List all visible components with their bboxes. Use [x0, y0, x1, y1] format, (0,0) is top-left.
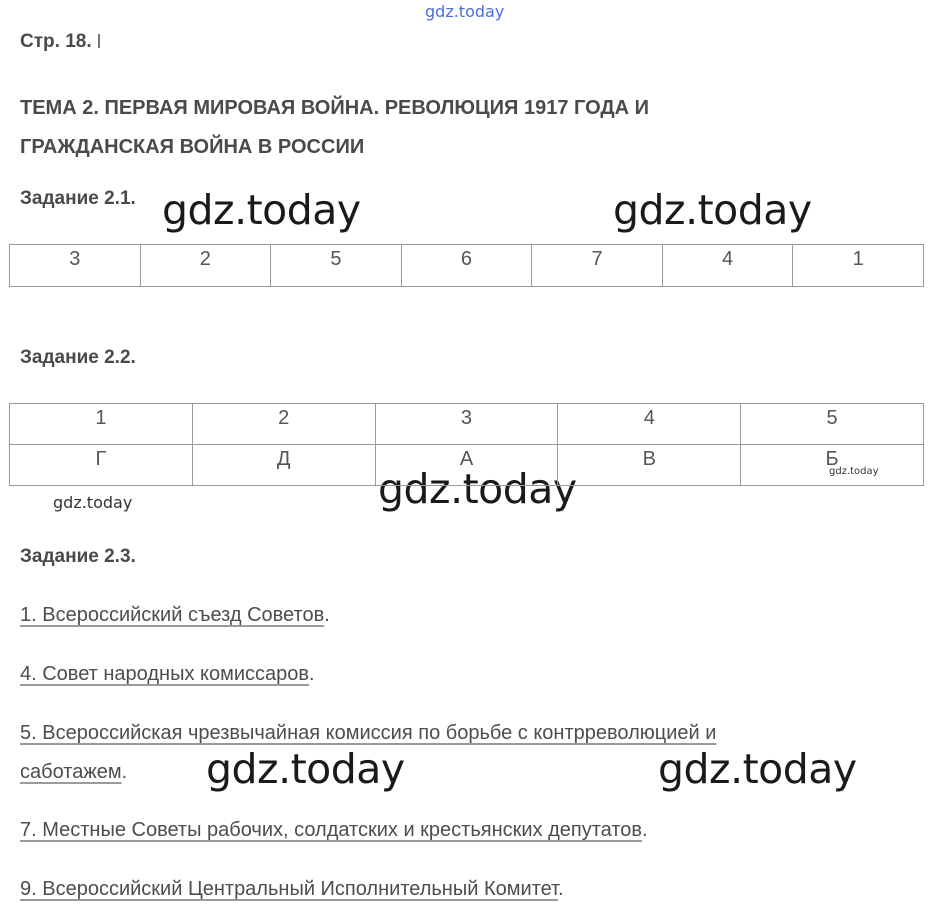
table-cell: 2: [140, 245, 271, 287]
table-row: [10, 445, 924, 486]
answer-2: [20, 655, 880, 694]
answer-1: [20, 596, 880, 635]
table-cell: 4: [662, 245, 793, 287]
table-cell: Б: [741, 445, 924, 486]
topic-title-line-1: ТЕМА 2. ПЕРВАЯ МИРОВАЯ ВОЙНА. РЕВОЛЮЦИЯ 1917 ГОДА И: [20, 97, 649, 119]
cursor-mark: [98, 34, 100, 48]
table-cell: В: [558, 445, 741, 486]
watermark-3: gdz.today: [378, 465, 577, 513]
table-cell: А: [375, 445, 558, 486]
table-cell: 2: [192, 404, 375, 445]
answer-4-punct: .: [642, 819, 648, 841]
watermark-1: gdz.today: [162, 186, 361, 234]
task-2-3-heading: Задание 2.3.: [20, 546, 136, 567]
topic-title-line-2: ГРАЖДАНСКАЯ ВОЙНА В РОССИИ: [20, 136, 365, 158]
task-2-2-heading: Задание 2.2.: [20, 347, 136, 368]
answer-3-text-line-1: 5. Всероссийская чрезвычайная комиссия по борьбе с контрреволюцией и: [20, 722, 717, 744]
table-cell: 5: [741, 404, 924, 445]
answer-3-text-line-2: саботажем: [20, 761, 122, 783]
page-reference: [20, 31, 100, 53]
table-cell: 6: [401, 245, 532, 287]
answer-2-punct: .: [309, 663, 315, 685]
table-cell: 7: [532, 245, 663, 287]
topic-title: [20, 89, 900, 167]
page-reference-text: Стр. 18.: [20, 31, 92, 52]
table-row: [10, 404, 924, 445]
table-cell: 4: [558, 404, 741, 445]
task-2-2-table: [9, 403, 924, 486]
table-cell: 1: [793, 245, 924, 287]
watermark-7: gdz.today: [658, 745, 857, 793]
table-cell: 3: [375, 404, 558, 445]
table-row: [10, 245, 924, 287]
table-cell: 1: [10, 404, 193, 445]
answer-3: [20, 714, 880, 792]
watermark-5: gdz.today: [829, 466, 879, 477]
table-cell: Г: [10, 445, 193, 486]
answer-4-text: 7. Местные Советы рабочих, солдатских и крестьянских депутатов: [20, 819, 643, 841]
answer-1-text: 1. Всероссийский съезд Советов: [20, 604, 325, 626]
answer-5: [20, 870, 880, 909]
table-cell: 3: [10, 245, 141, 287]
answer-3-punct: .: [121, 761, 128, 783]
watermark-4: gdz.today: [53, 493, 133, 512]
answer-4: [20, 811, 880, 850]
watermark-2: gdz.today: [613, 186, 812, 234]
answer-1-punct: .: [324, 604, 330, 626]
watermark-top: gdz.today: [425, 2, 505, 21]
answer-5-punct: .: [558, 878, 564, 900]
task-2-1-heading: Задание 2.1.: [20, 188, 136, 209]
answer-2-text: 4. Совет народных комиссаров: [20, 663, 310, 685]
table-cell: 5: [271, 245, 402, 287]
answer-5-text: 9. Всероссийский Центральный Исполнительный Комитет: [20, 878, 558, 900]
task-2-1-table: [9, 244, 924, 287]
watermark-6: gdz.today: [206, 745, 405, 793]
table-cell: Д: [192, 445, 375, 486]
